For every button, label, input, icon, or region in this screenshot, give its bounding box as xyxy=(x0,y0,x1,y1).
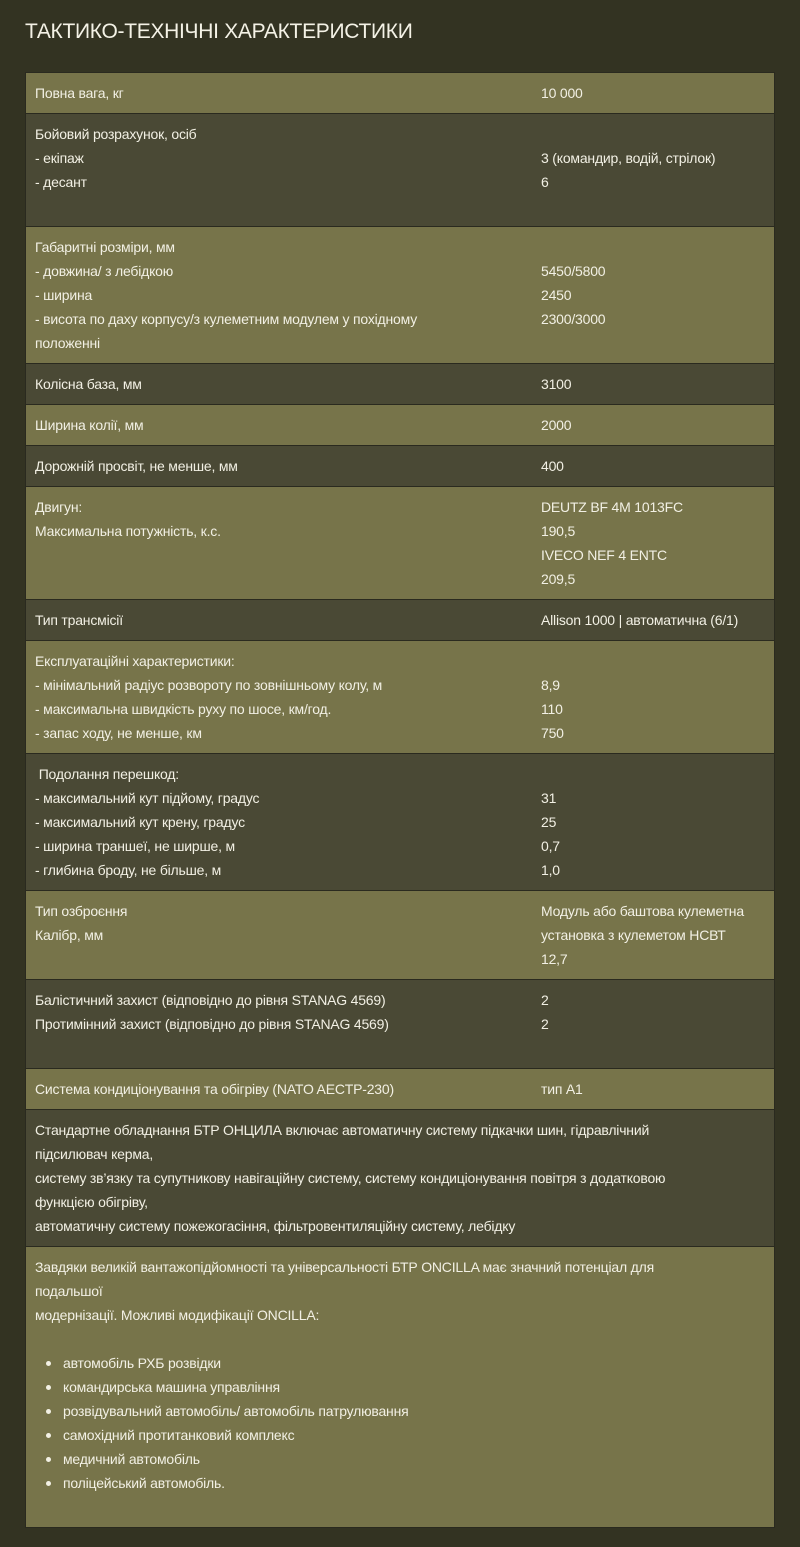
spec-label: Бойовий розрахунок, осіб xyxy=(35,126,197,142)
spec-value: 2300/3000 xyxy=(541,311,606,327)
spec-value: DEUTZ BF 4M 1013FC xyxy=(541,499,683,515)
spec-value xyxy=(541,649,765,673)
spec-value: 190,5 xyxy=(541,523,576,539)
modification-item: самохідний протитанковий комплекс xyxy=(63,1423,765,1447)
spec-row-modifications xyxy=(25,1247,775,1528)
spec-value: 0,7 xyxy=(541,838,560,854)
spec-line xyxy=(35,307,765,331)
spec-line xyxy=(35,81,765,105)
modification-item: медичний автомобіль xyxy=(63,1447,765,1471)
spec-row-weight xyxy=(25,73,775,114)
spec-value: 110 xyxy=(541,701,563,717)
spec-row-wheelbase xyxy=(25,364,775,405)
spec-value: 2 xyxy=(541,992,549,1008)
spec-value: 750 xyxy=(541,725,564,741)
spec-label: - висота по даху корпусу/з кулеметним модулем у похідному xyxy=(35,311,418,327)
spec-label: Ширина колії, мм xyxy=(35,417,144,433)
spec-label: - довжина/ з лебідкою xyxy=(35,263,174,279)
spec-line xyxy=(35,194,765,218)
spec-label: - максимальний кут крену, градус xyxy=(35,814,245,830)
spec-label: Двигун: xyxy=(35,499,83,515)
spec-line xyxy=(35,372,765,396)
spec-line xyxy=(35,235,765,259)
spec-label xyxy=(35,543,541,567)
spec-value xyxy=(541,1036,765,1060)
spec-line xyxy=(35,259,765,283)
modifications-intro-text: Завдяки великій вантажопідйомності та універсальності БТР ONCILLA має значний потенціал для xyxy=(35,1259,654,1275)
spec-label xyxy=(35,567,541,591)
spec-line xyxy=(35,519,765,543)
spec-value: Allison 1000 | автоматична (6/1) xyxy=(541,612,739,628)
spec-value xyxy=(541,762,765,786)
spec-row-engine xyxy=(25,487,775,600)
spec-line xyxy=(35,762,765,786)
spec-line xyxy=(35,947,765,971)
spec-line xyxy=(35,170,765,194)
spec-row-crew xyxy=(25,114,775,227)
spec-value: 8,9 xyxy=(541,677,560,693)
spec-label: - екіпаж xyxy=(35,150,84,166)
spec-value: тип А1 xyxy=(541,1081,583,1097)
spec-label: Система кондиціонування та обігріву (NATO AECTP-230) xyxy=(35,1081,394,1097)
spec-line xyxy=(35,331,765,355)
spec-line xyxy=(35,608,765,632)
spec-line xyxy=(35,122,765,146)
spec-row-protection xyxy=(25,980,775,1069)
spec-row-climate xyxy=(25,1069,775,1110)
spec-value: 31 xyxy=(541,790,557,806)
spec-row-standard-equipment xyxy=(25,1110,775,1247)
spec-line xyxy=(35,543,765,567)
spec-value xyxy=(541,194,765,218)
spec-value: 6 xyxy=(541,174,549,190)
spec-value: 3 (командир, водій, стрілок) xyxy=(541,150,716,166)
spec-value: 209,5 xyxy=(541,571,576,587)
standard-equipment-text: автоматичну систему пожежогасіння, фільтровентиляційну систему, лебідку xyxy=(35,1218,516,1234)
spec-value xyxy=(541,331,765,355)
spec-value: установка з кулеметом НСВТ xyxy=(541,927,726,943)
spec-label: Тип озброєння xyxy=(35,903,128,919)
spec-row-operational xyxy=(25,641,775,754)
modifications-intro-text: модернізації. Можливі модифікації ONCILLA: xyxy=(35,1307,320,1323)
spec-label: - максимальний кут підйому, градус xyxy=(35,790,260,806)
spec-value: 5450/5800 xyxy=(541,263,606,279)
spec-label: - запас ходу, не менше, км xyxy=(35,725,202,741)
spec-line xyxy=(35,1077,765,1101)
spec-line xyxy=(35,988,765,1012)
spec-line xyxy=(35,858,765,882)
spec-line xyxy=(35,413,765,437)
spec-label: Подолання перешкод: xyxy=(35,766,179,782)
spec-value: 2450 xyxy=(541,287,572,303)
standard-equipment-text: систему зв’язку та супутникову навігаційну систему, систему кондиціонування повітря з додатковою xyxy=(35,1170,666,1186)
spec-value: 1,0 xyxy=(541,862,560,878)
spec-label xyxy=(35,194,541,218)
spec-label: Протимінний захист (відповідно до рівня STANAG 4569) xyxy=(35,1016,389,1032)
spec-label: - десант xyxy=(35,174,87,190)
spec-line xyxy=(35,834,765,858)
spec-label: - ширина xyxy=(35,287,93,303)
spec-line xyxy=(35,810,765,834)
spec-value: 400 xyxy=(541,458,564,474)
spec-row-transmission xyxy=(25,600,775,641)
spec-label: Повна вага, кг xyxy=(35,85,124,101)
spec-value: Модуль або баштова кулеметна xyxy=(541,903,744,919)
spec-value xyxy=(541,122,765,146)
spec-row-obstacles xyxy=(25,754,775,891)
standard-equipment-text: функцією обігріву, xyxy=(35,1194,148,1210)
spec-row-track-width xyxy=(25,405,775,446)
modifications-list xyxy=(35,1351,765,1495)
spec-label: Експлуатаційні характеристики: xyxy=(35,653,235,669)
spec-label: Колісна база, мм xyxy=(35,376,142,392)
spec-value xyxy=(541,235,765,259)
modifications-intro-text: подальшої xyxy=(35,1283,103,1299)
spec-label: - глибина броду, не більше, м xyxy=(35,862,222,878)
spec-label: Балістичний захист (відповідно до рівня STANAG 4569) xyxy=(35,992,386,1008)
spec-label: положенні xyxy=(35,335,100,351)
standard-equipment-text: підсилювач керма, xyxy=(35,1146,154,1162)
spec-value: 2 xyxy=(541,1016,549,1032)
spec-label: Калібр, мм xyxy=(35,927,104,943)
spec-label: - ширина траншеї, не ширше, м xyxy=(35,838,235,854)
spec-label: - мінімальний радіус розвороту по зовнішньому колу, м xyxy=(35,677,383,693)
spec-line xyxy=(35,146,765,170)
spec-value: IVECO NEF 4 ENTC xyxy=(541,547,667,563)
modification-item: поліцейський автомобіль. xyxy=(63,1471,765,1495)
spec-value: 12,7 xyxy=(541,951,568,967)
page-title: ТАКТИКО-ТЕХНІЧНІ ХАРАКТЕРИСТИКИ xyxy=(25,20,413,43)
spec-label: - максимальна швидкість руху по шосе, км/год. xyxy=(35,701,332,717)
spec-line xyxy=(35,673,765,697)
spec-label: Тип трансмісії xyxy=(35,612,123,628)
spec-line xyxy=(35,454,765,478)
modification-item: розвідувальний автомобіль/ автомобіль патрулювання xyxy=(63,1399,765,1423)
spec-line xyxy=(35,786,765,810)
modification-item: автомобіль РХБ розвідки xyxy=(63,1351,765,1375)
spec-label xyxy=(35,1036,541,1060)
spec-row-dimensions xyxy=(25,227,775,364)
spec-row-ground-clearance xyxy=(25,446,775,487)
spec-line xyxy=(35,721,765,745)
standard-equipment-text: Стандартне обладнання БТР ОНЦИЛА включає автоматичну систему підкачки шин, гідравлічний xyxy=(35,1122,650,1138)
spec-label: Максимальна потужність, к.с. xyxy=(35,523,221,539)
spec-row-armament xyxy=(25,891,775,980)
spec-line xyxy=(35,283,765,307)
spec-line xyxy=(35,649,765,673)
spec-label xyxy=(35,947,541,971)
spec-line xyxy=(35,567,765,591)
spec-line xyxy=(35,1012,765,1036)
spec-value: 2000 xyxy=(541,417,572,433)
spec-label: Дорожній просвіт, не менше, мм xyxy=(35,458,238,474)
spec-line xyxy=(35,697,765,721)
modification-item: командирська машина управління xyxy=(63,1375,765,1399)
spec-value: 3100 xyxy=(541,376,572,392)
specifications-table xyxy=(25,72,775,1528)
spec-value: 25 xyxy=(541,814,557,830)
spec-line xyxy=(35,899,765,923)
spec-line xyxy=(35,1036,765,1060)
spec-line xyxy=(35,923,765,947)
spec-value: 10 000 xyxy=(541,85,583,101)
spec-line xyxy=(35,495,765,519)
spec-label: Габаритні розміри, мм xyxy=(35,239,175,255)
